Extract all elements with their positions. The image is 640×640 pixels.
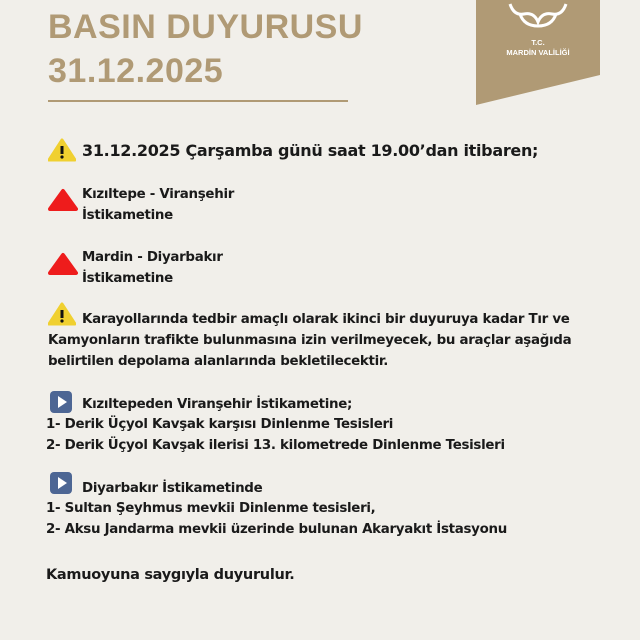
section-1-item-1: 1- Derik Üçyol Kavşak karşısı Dinlenme Tesisleri: [46, 417, 394, 432]
closing-text: Kamuoyuna saygıyla duyurulur.: [46, 567, 295, 583]
section-2-heading: Diyarbakır İstikametinde: [82, 481, 263, 496]
play-icon: [49, 390, 73, 414]
warning-icon: [48, 302, 76, 326]
notice-line2: Kamyonların trafikte bulunmasına izin verilmeyecek, bu araçlar aşağıda: [48, 333, 572, 348]
red-triangle-icon: [48, 252, 78, 276]
intro-text: 31.12.2025 Çarşamba günü saat 19.00’dan itibaren;: [82, 141, 539, 160]
title-line1: BASIN DUYURUSU: [48, 8, 363, 46]
notice-line3: belirtilen depolama alanlarında bekletilecektir.: [48, 354, 389, 369]
section-1-item-2: 2- Derik Üçyol Kavşak ilerisi 13. kilometrede Dinlenme Tesisleri: [46, 438, 505, 453]
red-triangle-icon: [48, 188, 78, 212]
title-line2: 31.12.2025: [48, 52, 224, 90]
divider: [48, 100, 348, 102]
notice-line1: Karayollarında tedbir amaçlı olarak ikinci bir duyuruya kadar Tır ve: [82, 312, 570, 327]
logo-name: MARDİN VALİLİĞİ: [506, 48, 570, 57]
logo-tc: T.C.: [531, 38, 545, 47]
section-2-item-1: 1- Sultan Şeyhmus mevkii Dinlenme tesisleri,: [46, 501, 376, 516]
route-1-line2: İstikametine: [82, 208, 173, 223]
route-2-line2: İstikametine: [82, 271, 173, 286]
route-1-line1: Kızıltepe - Viranşehir: [82, 187, 235, 202]
route-2-line1: Mardin - Diyarbakır: [82, 250, 223, 265]
play-icon: [49, 471, 73, 495]
section-1-heading: Kızıltepeden Viranşehir İstikametine;: [82, 397, 353, 412]
warning-icon: [48, 138, 76, 162]
section-2-item-2: 2- Aksu Jandarma mevkii üzerinde bulunan Akaryakıt İstasyonu: [46, 522, 507, 537]
